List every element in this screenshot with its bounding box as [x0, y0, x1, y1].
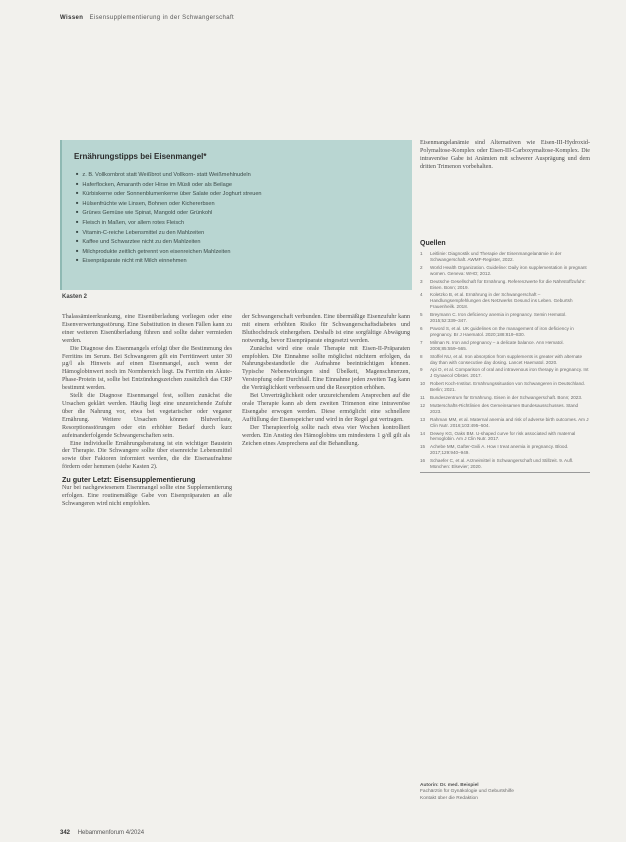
reference-item: 11 Bundeszentrum für Ernährung. Eisen in der Schwangerschaft. Bonn; 2023.	[420, 395, 583, 401]
author-line: Kontakt über die Redaktion	[420, 795, 478, 801]
references-list	[420, 251, 590, 470]
tips-list-item: ■ Hülsenfrüchte wie Linsen, Bohnen oder Kichererbsen	[76, 199, 406, 209]
reference-item: 16 Schaefer C, et al. Arzneimittel in Schwangerschaft und Stillzeit. 9. Aufl. München: Elsevier; 2020.	[420, 458, 574, 470]
tips-list-item: ■ Vitamin-C-reiche Lebensmittel zu den Mahlzeiten	[76, 228, 406, 238]
reference-item: 13 Rahman MM, et al. Maternal anemia and risk of adverse birth outcomes. Am J Clin Nutr. 2016;103:495–504.	[420, 416, 589, 428]
reference-item: 4 Koletzko B, et al. Ernährung in der Schwangerschaft – Handlungsempfehlungen des Netzwerks Gesund ins Leben. Geburtsh Frauenheilk. 2018.	[420, 292, 573, 310]
reference-item: 12 Mutterschafts-Richtlinien des Gemeinsamen Bundesausschusses. Stand 2023.	[420, 402, 579, 414]
tips-list-item: ■ Eisenpräparate nicht mit Milch einnehmen	[76, 256, 406, 266]
tips-list	[76, 170, 406, 266]
tips-list-item: ■ z. B. Vollkornbrot statt Weißbrot und Vollkorn- statt Weißmehlnudeln	[76, 170, 406, 180]
paragraph: Nur bei nachgewiesenem Eisenmangel sollte eine Supplementierung erfolgen. Eine routinemäßige Gabe von Eisenpräparaten an alle Schwangeren wird nicht empfohlen.	[62, 485, 232, 507]
paragraph: Der Therapieerfolg sollte nach etwa vier Wochen kontrolliert werden. Ein Anstieg des Hämoglobins um mindestens 1 g/dl gilt als Zeichen eines Ansprechens auf die Behandlung.	[242, 424, 410, 447]
reference-item: 15 Achebe MM, Gafter-Gvili A. How I treat anemia in pregnancy. Blood. 2017;129:940–949.	[420, 444, 569, 456]
reference-item: 3 Deutsche Gesellschaft für Ernährung. Referenzwerte für die Nährstoffzufuhr: Eisen. Bonn; 2019.	[420, 278, 586, 290]
page-footer	[60, 830, 144, 836]
reference-item: 8 Stoffel NU, et al. Iron absorption from supplements is greater with alternate day than with consecutive day dosing. Lancet Haematol. 2020.	[420, 353, 583, 365]
paragraph: Thalassämieerkrankung, eine Eisenüberladung vorliegen oder eine Eisenverwertungsstörung. Eine Substitution in diesen Fällen kann zu einer weiteren Eisenüberladung führen und sollte daher vermieden werden.	[62, 314, 232, 344]
section-label: Wissen	[60, 15, 84, 21]
reference-item: 1 Leitlinie: Diagnostik und Therapie der Eisenmangelanämie in der Schwangerschaft. AWMF-Register, 2022.	[420, 251, 562, 262]
header-title: Eisensupplementierung in der Schwangerschaft	[89, 15, 235, 21]
journal-name: Hebammenforum 4/2024	[77, 830, 145, 836]
tips-box	[60, 140, 412, 290]
tips-box-title: Ernährungstipps bei Eisenmangel*	[74, 152, 207, 161]
paragraph: Bei Unverträglichkeit oder unzureichendem Ansprechen auf die orale Therapie kann ab dem zweiten Trimenon eine intravenöse Eisengabe erwogen werden. Diese ermöglicht eine schnellere Auffüllung der Eisenspeicher und wird in der Regel gut vertragen.	[242, 393, 410, 423]
text-column-3	[420, 140, 590, 172]
tips-list-item: ■ Milchprodukte zeitlich getrennt von eisenreichen Mahlzeiten	[76, 247, 406, 257]
author-name: Autorin: Dr. med. Beispiel	[420, 783, 479, 788]
paragraph: der Schwangerschaft verbunden. Eine übermäßige Eisenzufuhr kann mit einem erhöhten Risiko für Schwangerschaftsdiabetes und Bluthochdruck einhergehen. Deshalb ist eine sorgfältige Abwägung notwendig, bevor Eisenpräparate eingesetzt werden.	[242, 314, 410, 344]
paragraph: Zunächst wird eine orale Therapie mit Eisen-II-Präparaten empfohlen. Die Einnahme sollte möglichst nüchtern erfolgen, da Nahrungsbestandteile die Aufnahme beeinträchtigen können. Typische Nebenwirkungen sind Übelkeit, Magenschmerzen, Verstopfung oder Durchfall. Eine Einnahme jeden zweiten Tag kann die Verträglichkeit verbessern und die Resorption erhöhen.	[242, 345, 410, 392]
reference-item: 6 Pavord S, et al. UK guidelines on the management of iron deficiency in pregnancy. Br J Haematol. 2020;188:819–830.	[420, 325, 574, 337]
tips-list-item: ■ Kaffee und Schwarztee nicht zu den Mahlzeiten	[76, 237, 406, 247]
paragraph: Eisenmangelanämie sind Alternativen wie Eisen-III-Hydroxid-Polymaltose-Komplex oder Eisen-III-Carboxymaltose-Komplex. Die intravenöse Gabe ist Anämien mit schwerer Ausprägung und dem dritten Trimenon vorbehalten.	[420, 140, 590, 170]
reference-item: 2 World Health Organization. Guideline: Daily iron supplementation in pregnant women. Geneva: WHO; 2012.	[420, 264, 587, 276]
reference-item: 14 Dewey KG, Oaks BM. U-shaped curve for risk associated with maternal hemoglobin. Am J Clin Nutr. 2017.	[420, 430, 576, 442]
reference-item: 5 Breymann C. Iron deficiency anemia in pregnancy. Semin Hematol. 2015;52:339–347.	[420, 312, 567, 324]
reference-item: 9 Api O, et al. Comparison of oral and intravenous iron therapy in pregnancy. Int J Gynaecol Obstet. 2017.	[420, 367, 589, 379]
divider	[420, 472, 590, 473]
reference-item: 10 Robert Koch-Institut. Ernährungssituation von Schwangeren in Deutschland. Berlin; 2021.	[420, 381, 586, 393]
tips-list-item: ■ Fleisch in Maßen, vor allem rotes Fleisch	[76, 218, 406, 228]
box-caption: Kasten 2	[62, 294, 88, 300]
paragraph: Die Diagnose des Eisenmangels erfolgt über die Bestimmung des Ferritins im Serum. Bei Schwangeren gilt ein Ferritinwert unter 30 µg/l als Hinweis auf einen Eisenmangel, auch wenn der Hämoglobinwert noch im Normbereich liegt. Da Ferritin ein Akute-Phase-Protein ist, sollte bei Entzündungszeichen zusätzlich das CRP bestimmt werden.	[62, 345, 232, 392]
references-title: Quellen	[420, 240, 446, 247]
tips-list-item: ■ Grünes Gemüse wie Spinat, Mangold oder Grünkohl	[76, 208, 406, 218]
text-column-1	[62, 314, 232, 509]
text-column-2	[242, 314, 410, 448]
tips-list-item: ■ Kürbiskerne oder Sonnenblumenkerne über Salate oder Joghurt streuen	[76, 189, 406, 199]
reference-item: 7 Milman N. Iron and pregnancy – a delicate balance. Ann Hematol. 2006;85:559–565.	[420, 339, 564, 351]
paragraph: Eine individuelle Ernährungsberatung ist ein wichtiger Baustein der Therapie. Die Schwangere sollte über eisenreiche Lebensmittel sowie über Faktoren informiert werden, die die Eisenaufnahme fördern oder hemmen (siehe Kasten 2).	[62, 440, 232, 471]
page-number: 342	[60, 830, 71, 836]
references	[420, 240, 590, 473]
section-heading: Zu guter Letzt: Eisensupplementierung	[62, 475, 196, 485]
tips-list-item: ■ Haferflocken, Amaranth oder Hirse im Müsli oder als Beilage	[76, 180, 406, 190]
author-line: Fachärztin für Gynäkologie und Geburtshilfe	[420, 789, 514, 795]
running-header	[60, 15, 234, 21]
paragraph: Stellt die Diagnose Eisenmangel fest, sollten zunächst die Ursachen geklärt werden. Häufig liegt eine unzureichende Zufuhr über die Nahrung vor, etwa bei vegetarischer oder veganer Ernährung. Weitere Ursachen können Blutverluste, Resorptionsstörungen oder ein erhöhter Bedarf durch kurz aufeinanderfolgende Schwangerschaften sein.	[62, 393, 232, 439]
author-info	[420, 783, 590, 802]
